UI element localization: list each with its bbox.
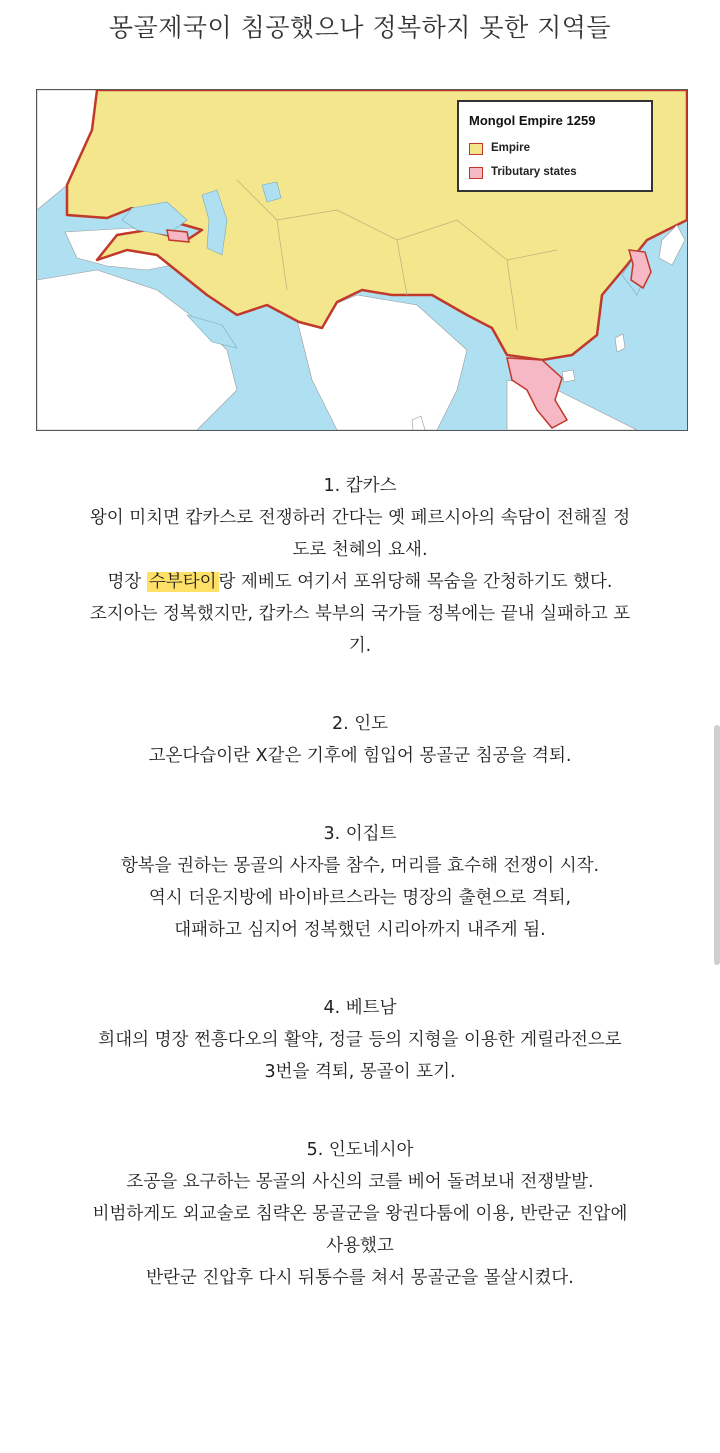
map-hainan	[562, 370, 575, 382]
mongol-empire-map	[36, 89, 688, 431]
section-line: 조공을 요구하는 몽골의 사신의 코를 베어 돌려보내 전쟁발발.	[126, 1172, 594, 1192]
map-tributary-georgia	[167, 230, 189, 242]
section-line: 비범하게도 외교술로 침략온 몽골군을 왕권다툼에 이용, 반란군 진압에	[92, 1204, 628, 1224]
map-legend	[457, 100, 653, 192]
section-indonesia	[20, 1134, 700, 1294]
section-egypt	[20, 818, 700, 946]
section-line: 대패하고 심지어 정복했던 시리아까지 내주게 됨.	[174, 920, 546, 940]
section-heading: 4. 베트남	[323, 998, 397, 1018]
section-line: 고온다습이란 X같은 기후에 힘입어 몽골군 침공을 격퇴.	[148, 746, 572, 766]
section-heading: 5. 인도네시아	[306, 1140, 414, 1160]
section-line: 도로 천혜의 요새.	[292, 540, 428, 560]
page-title: 몽골제국이 침공했으나 정복하지 못한 지역들	[108, 13, 612, 42]
section-caucasus	[20, 470, 700, 662]
section-line: 항복을 권하는 몽골의 사자를 참수, 머리를 효수해 전쟁이 시작.	[120, 856, 600, 876]
section-vietnam	[20, 992, 700, 1088]
line-text: 랑 제베도 여기서 포위당해 목숨을 간청하기도 했다.	[218, 572, 613, 592]
map-taiwan	[615, 334, 625, 352]
section-line: 사용했고	[326, 1236, 394, 1256]
legend-title: Mongol Empire 1259	[469, 113, 596, 128]
highlighted-name: 수부타이	[148, 572, 217, 592]
section-heading: 3. 이집트	[323, 824, 397, 844]
article-body	[20, 470, 700, 1340]
legend-label-empire: Empire	[491, 142, 530, 154]
section-line: 3번을 격퇴, 몽골이 포기.	[264, 1062, 456, 1082]
scrollbar-thumb[interactable]	[714, 725, 720, 965]
section-line: 희대의 명장 쩐흥다오의 활약, 정글 등의 지형을 이용한 게릴라전으로	[98, 1030, 622, 1050]
section-heading: 2. 인도	[331, 714, 389, 734]
line-text: 명장	[107, 572, 147, 592]
section-heading: 1. 캅카스	[323, 476, 397, 496]
section-line: 역시 더운지방에 바이바르스라는 명장의 출현으로 격퇴,	[148, 888, 572, 908]
legend-swatch-empire	[469, 143, 483, 155]
section-line: 반란군 진압후 다시 뒤통수를 쳐서 몽골군을 몰살시켰다.	[146, 1268, 574, 1288]
section-line: 왕이 미치면 캅카스로 전쟁하러 간다는 옛 페르시아의 속담이 전해질 정	[89, 508, 631, 528]
legend-swatch-tributary	[469, 167, 483, 179]
section-line: 기.	[348, 636, 372, 656]
legend-label-tributary: Tributary states	[491, 166, 577, 178]
section-line	[20, 566, 700, 598]
section-india	[20, 708, 700, 772]
section-line: 조지아는 정복했지만, 캅카스 북부의 국가들 정복에는 끝내 실패하고 포	[89, 604, 631, 624]
